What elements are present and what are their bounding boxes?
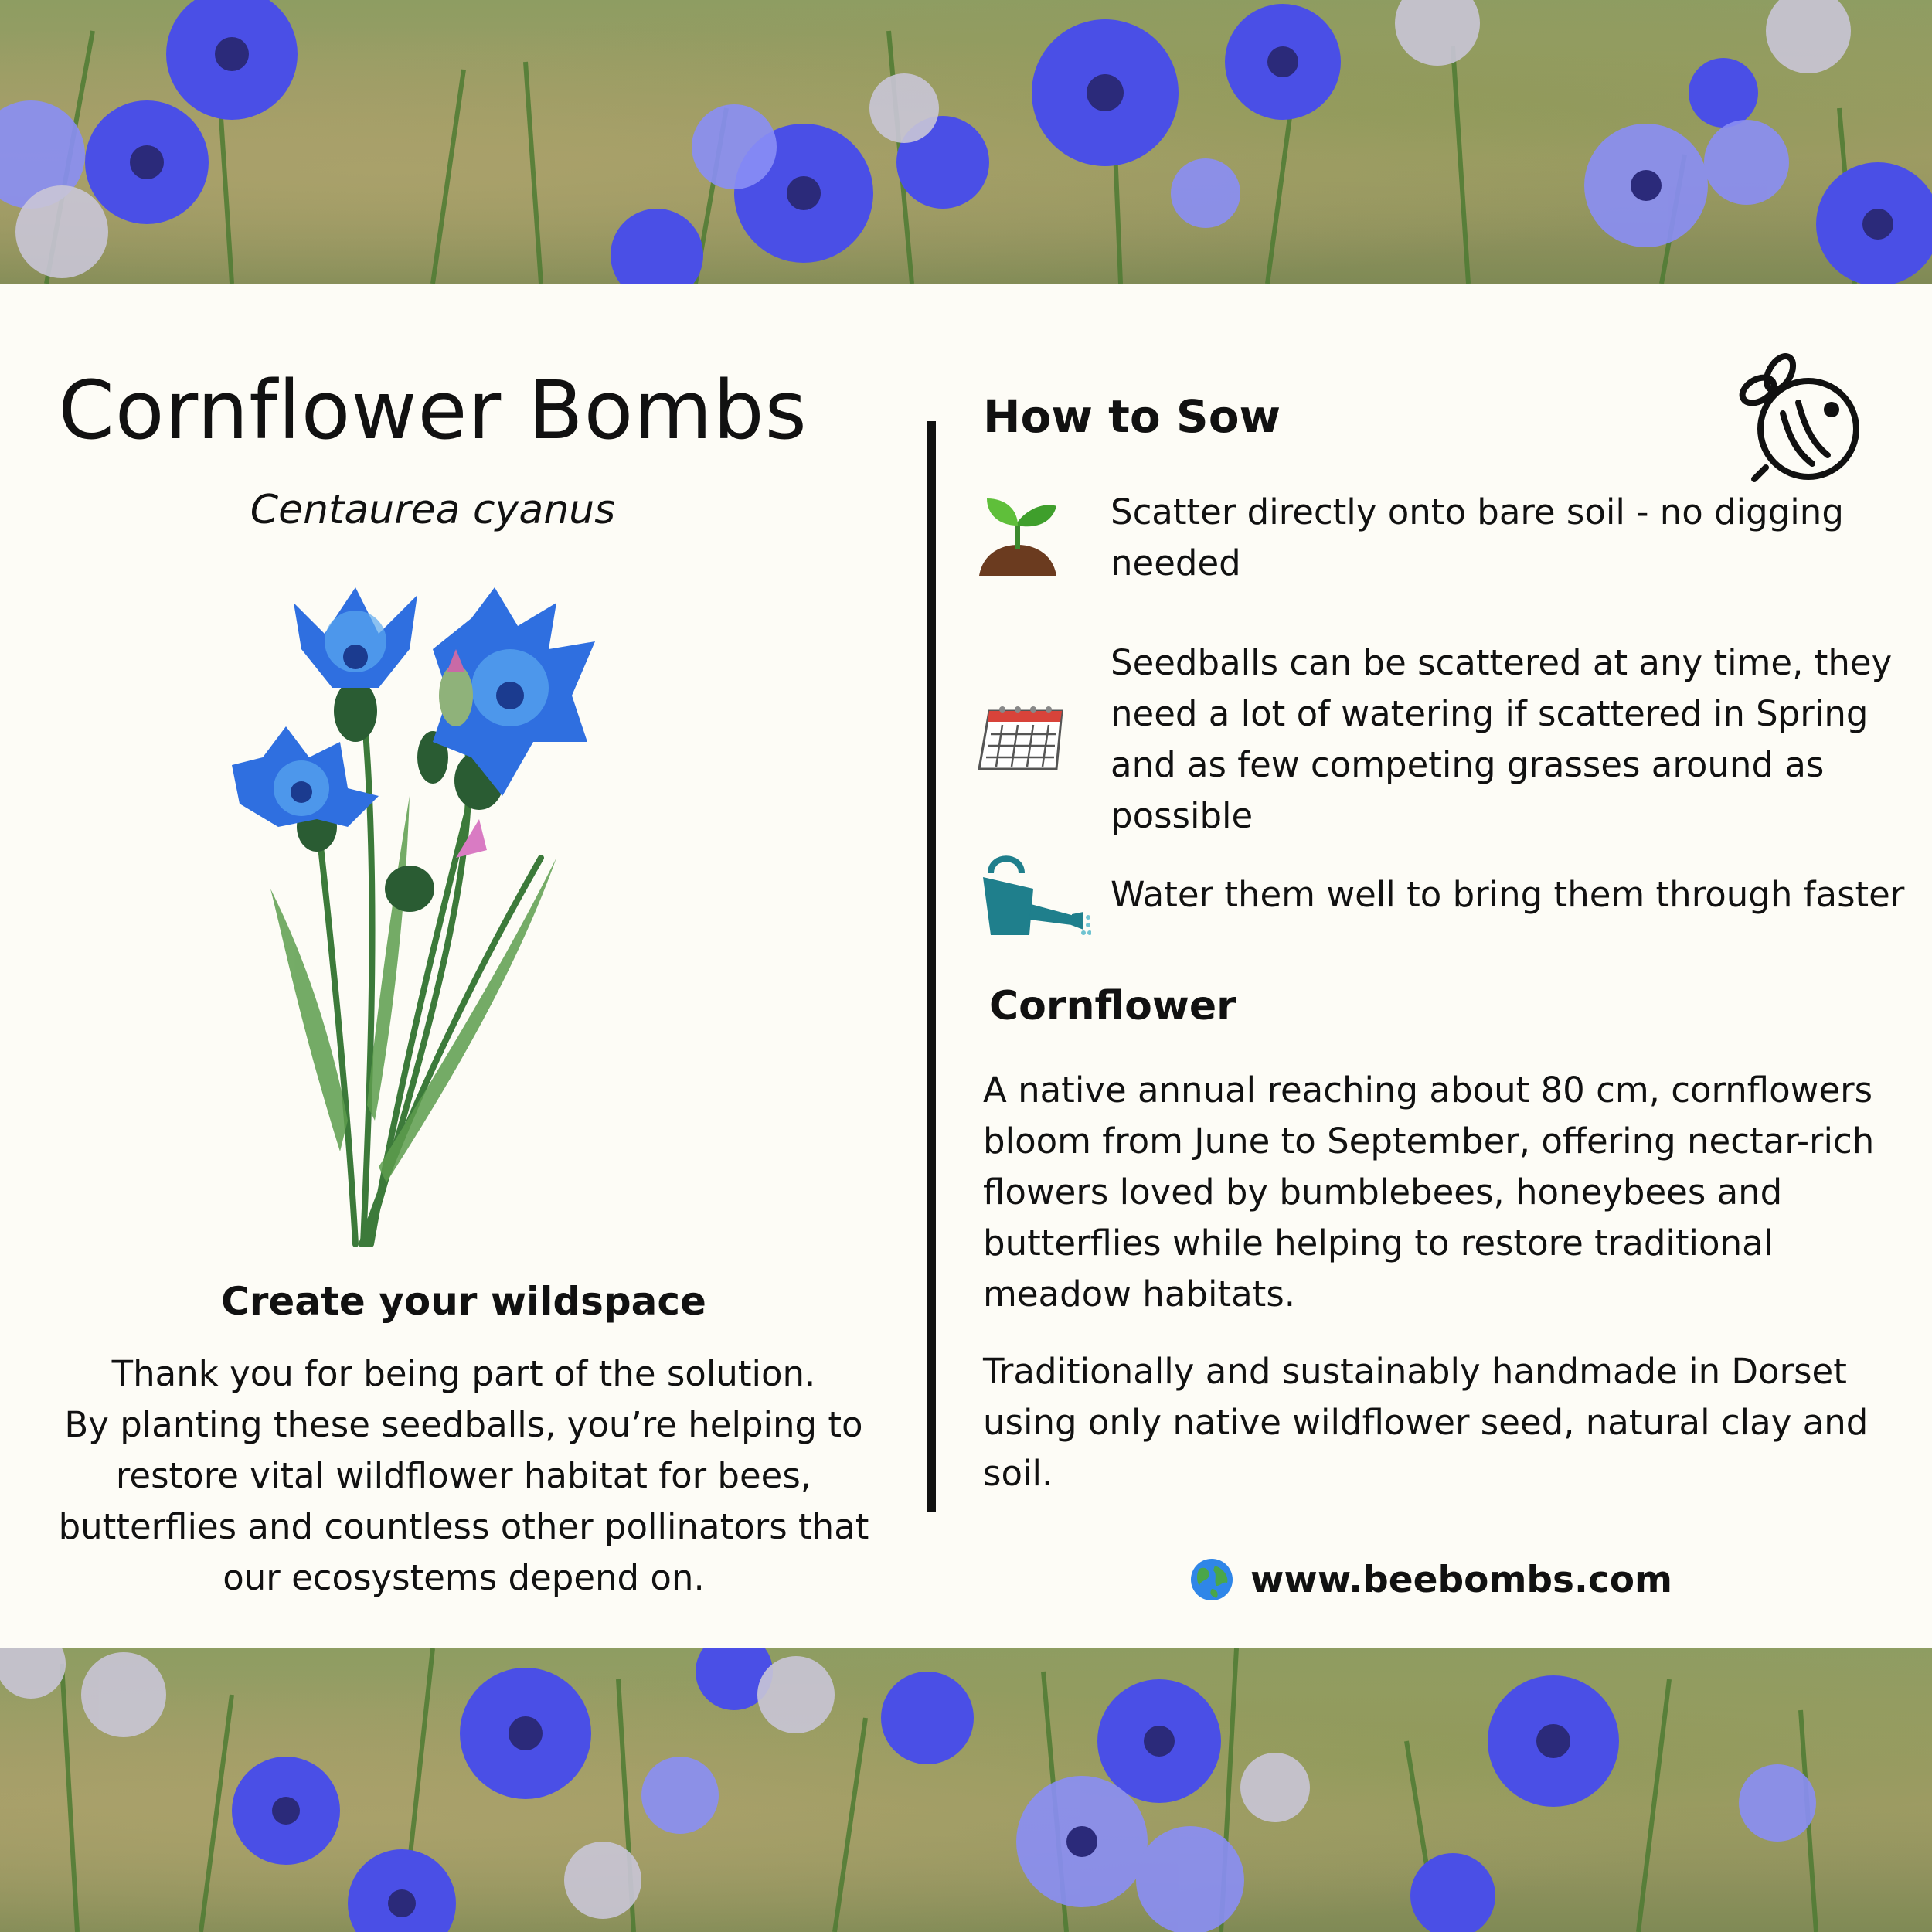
cornflower-heading: Cornflower [989, 983, 1236, 1029]
globe-icon [1190, 1558, 1233, 1601]
bee-logo-icon [1735, 352, 1866, 491]
column-divider [927, 421, 936, 1512]
latin-name: Centaurea cyanus [250, 487, 616, 533]
top-meadow-photo [0, 0, 1932, 284]
wildspace-heading: Create your wildspace [221, 1279, 706, 1324]
sow-step [975, 487, 1918, 595]
bottom-meadow-photo [0, 1648, 1932, 1932]
calendar-icon [975, 703, 1068, 773]
sow-step-text: Water them well to bring them through faster [1111, 874, 1905, 915]
meadow-flowers-top [0, 0, 1932, 284]
wildspace-line: butterflies and countless other pollinators that [58, 1506, 869, 1547]
website-url[interactable]: www.beebombs.com [1250, 1558, 1673, 1601]
handmade-text: Traditionally and sustainably handmade in Dorset using only native wildflower seed, natural clay and soil. [983, 1351, 1869, 1494]
sow-step [975, 638, 1918, 869]
page-title: Cornflower Bombs [58, 363, 808, 457]
wildspace-line: By planting these seedballs, you’re helping to [64, 1404, 863, 1445]
cornflower-bouquet-illustration [224, 564, 641, 1260]
sprout-in-soil-icon [975, 487, 1060, 580]
wildspace-line: restore vital wildflower habitat for bees, [115, 1455, 812, 1496]
sow-step-text: Scatter directly onto bare soil - no digging needed [1111, 492, 1844, 583]
how-to-sow-heading: How to Sow [983, 390, 1281, 443]
watering-can-icon [975, 846, 1091, 947]
sow-step-text: Seedballs can be scattered at any time, they need a lot of watering if scattered in Spring and as few competing grasses around as possible [1111, 642, 1893, 836]
wildspace-line: our ecosystems depend on. [223, 1557, 705, 1598]
meadow-flowers-bottom [0, 1648, 1932, 1932]
website-link[interactable] [1190, 1555, 1672, 1604]
wildspace-line: Thank you for being part of the solution. [111, 1353, 816, 1394]
sow-step [975, 846, 1918, 947]
cornflower-description: A native annual reaching about 80 cm, cornflowers bloom from June to September, offering nectar-rich flowers loved by bumblebees, honeybees and butterflies while helping to restore traditional meadow habitats. [983, 1070, 1875, 1315]
wildspace-text [23, 1349, 904, 1604]
